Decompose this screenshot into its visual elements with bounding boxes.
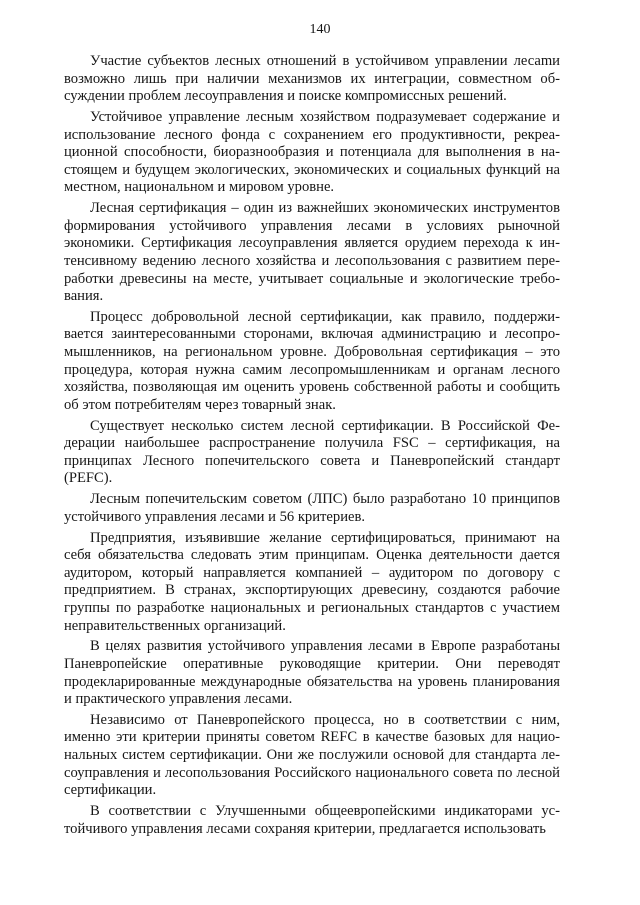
body-text (64, 53, 560, 838)
paragraph: В соответствии с Улучшенными общеевропейскими индикаторами устойчивого управления лесами сохраняя критерии, предлагается использовать (64, 803, 560, 837)
paragraph: Лесная сертификация – один из важнейших экономических инструментов формирования устойчивого управления лесами в условиях рыночной экономики. Сертификация лесоуправления является орудием перехода к интенсивному ведению лесного хозяйства и лесопользования с развитием переработки древесины на месте, учитывает социальные и экологические требования. (64, 200, 560, 305)
page-number: 140 (309, 22, 331, 37)
paragraph: Участие субъектов лесных отношений в устойчивом управлении лесаmи возможно лишь при наличии механизмов их интеграции, совместном обсуждении проблем лесоуправления и поиске компромиссных решений. (64, 53, 560, 105)
paragraph: Лесным попечительским советом (ЛПС) было разработано 10 принципов устойчивого управления лесами и 56 критериев. (64, 491, 560, 525)
paragraph: Устойчивое управление лесным хозяйством подразумевает содержание и использование лесного фонда с сохранением его продуктивности, рекреационной способности, биоразнообразия и потенциала для выполнения в настоящем и будущем экологических, экономических и социальных функций на местном, национальном и мировом уровне. (64, 108, 560, 196)
paragraph: В целях развития устойчивого управления лесами в Европе разработаны Паневропейские оперативные руководящие критерии. Они переводят продекларированные международные обязательства на уровень планирования и практического управления лесами. (64, 638, 560, 708)
paragraph: Предприятия, изъявившие желание сертифицироваться, принимают на себя обязательства следовать этим принципам. Оценка деятельности дается аудитором, который направляется компанией – аудитором по договору с предприятием. В странах, экспортирующих древесину, создаются рабочие группы по разработке национальных и региональных стандартов с участием неправительственных организаций. (64, 529, 560, 634)
paragraph: Процесс добровольной лесной сертификации, как правило, поддерживается заинтересованными сторонами, включая администрацию и лесопромышленников, на региональном уровне. Добровольная сертификация – это процедура, которая нужна самим лесопромышленникам и органам лесного хозяйства, позволяющая им оценить уровень собственной работы и сообщить об этом потребителям через товарный знак. (64, 308, 560, 413)
paragraph: Независимо от Паневропейского процесса, но в соответствии с ним, именно эти критерии приняты советом REFC в качестве базовых для национальных систем сертификации. Они же послужили основой для стандарта лесоуправления и лесопользования Российского национального совета по лесной сертификации. (64, 711, 560, 799)
paragraph: Существует несколько систем лесной сертификации. В Российской Федерации наибольшее распространение получила FSC – сертификация, на принципах Лесного попечительского совета и Паневропейский стандарт (PEFC). (64, 417, 560, 487)
